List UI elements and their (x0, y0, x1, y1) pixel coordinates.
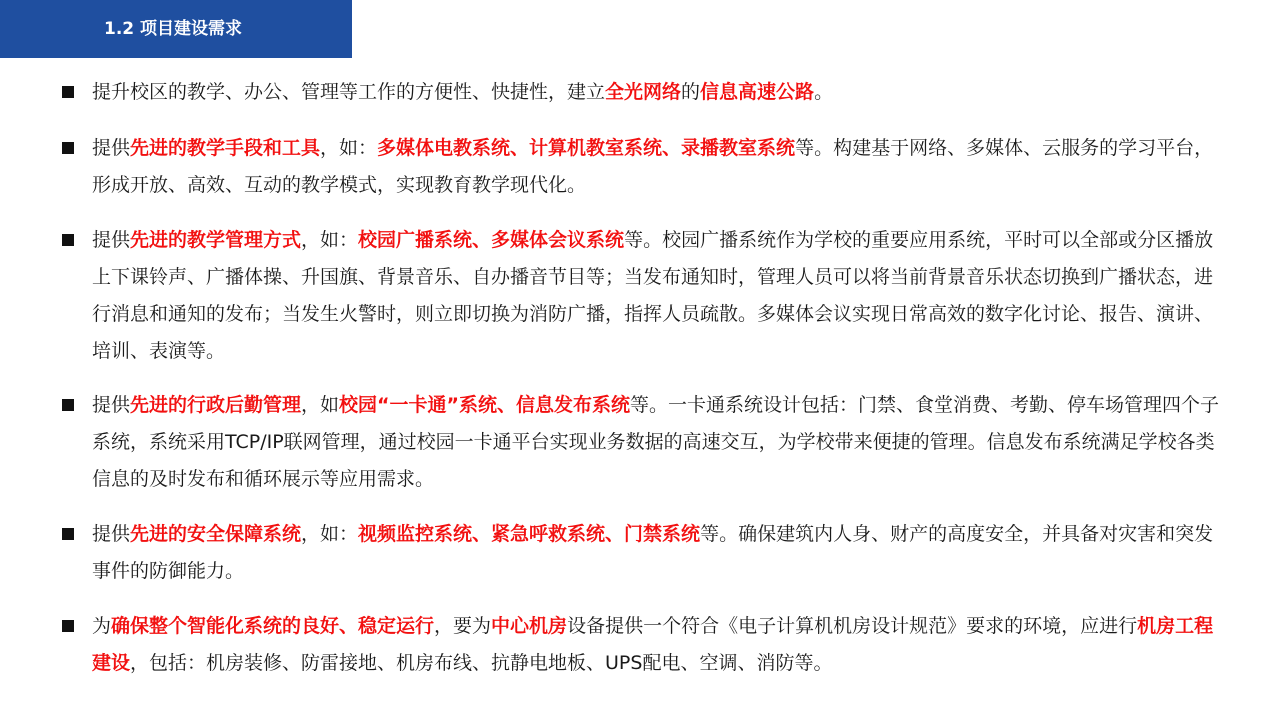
text-segment: 等。确保建筑内人身、财产的高度安全，并具备对灾害和突发事件的防御能力。 (92, 523, 1214, 582)
bullet-text (92, 523, 1213, 582)
highlight-segment: 全光网络 (605, 81, 682, 103)
square-bullet-icon (62, 234, 74, 246)
text-segment: 。 (814, 81, 834, 103)
highlight-segment: 多媒体电教系统、计算机教室系统、录播教室系统 (377, 137, 796, 159)
text-segment: 的 (681, 81, 701, 103)
bullet-text (92, 229, 1213, 362)
highlight-segment: 校园“一卡通”系统、信息发布系统 (339, 394, 631, 416)
text-segment: ，如 (301, 394, 340, 416)
text-segment: ，如： (320, 137, 378, 159)
text-segment: 提升校区的教学、办公、管理等工作的方便性、快捷性，建立 (92, 81, 606, 103)
section-title: 1.2 项目建设需求 (104, 19, 243, 39)
square-bullet-icon (62, 528, 74, 540)
bullet-text (92, 394, 1219, 490)
square-bullet-icon (62, 620, 74, 632)
text-segment: 等。校园广播系统作为学校的重要应用系统，平时可以全部或分区播放上下课铃声、广播体操、升国旗、背景音乐、自办播音节目等；当发布通知时，管理人员可以将当前背景音乐状态切换到广播状态，进行消息和通知的发布；当发生火警时，则立即切换为消防广播，指挥人员疏散。多媒体会议实现日常高效的数字化讨论、报告、演讲、培训、表演等。 (92, 229, 1214, 362)
text-segment: 等。构建基于网络、多媒体、云服务的学习平台，形成开放、高效、互动的教学模式，实现教育教学现代化。 (92, 137, 1214, 196)
highlight-segment: 先进的行政后勤管理 (130, 394, 302, 416)
highlight-segment: 中心机房 (491, 615, 568, 637)
highlight-segment: 确保整个智能化系统的良好、稳定运行 (111, 615, 435, 637)
text-segment: ，如： (301, 229, 359, 251)
list-item (60, 387, 1225, 498)
bullet-text (92, 81, 833, 103)
text-segment: 设备提供一个符合《电子计算机机房设计规范》要求的环境，应进行 (567, 615, 1138, 637)
highlight-segment: 视频监控系统、紧急呼救系统、门禁系统 (358, 523, 701, 545)
highlight-segment: 校园广播系统、多媒体会议系统 (358, 229, 625, 251)
highlight-segment: 先进的教学手段和工具 (130, 137, 321, 159)
text-segment: 等。一卡通系统设计包括：门禁、食堂消费、考勤、停车场管理四个子系统，系统采用TCP/IP联网管理，通过校园一卡通平台实现业务数据的高速交互，为学校带来便捷的管理。信息发布系统满足学校各类信息的及时发布和循环展示等应用需求。 (92, 394, 1220, 490)
list-item (60, 222, 1225, 370)
text-segment: ，包括：机房装修、防雷接地、机房布线、抗静电地板、UPS配电、空调、消防等。 (130, 652, 833, 674)
text-segment: ，要为 (434, 615, 492, 637)
text-segment: 为 (92, 615, 112, 637)
highlight-segment: 先进的教学管理方式 (130, 229, 302, 251)
highlight-segment: 机房工程建设 (92, 615, 1214, 674)
section-title-bar (0, 0, 352, 58)
requirements-list (60, 74, 1225, 682)
list-item (60, 74, 1225, 111)
text-segment: ，如： (301, 523, 359, 545)
text-segment: 提供 (92, 523, 131, 545)
list-item (60, 608, 1225, 682)
text-segment: 提供 (92, 137, 131, 159)
bullet-text (92, 615, 1213, 674)
list-item (60, 130, 1225, 204)
text-segment: 提供 (92, 394, 131, 416)
bullet-text (92, 137, 1213, 196)
square-bullet-icon (62, 142, 74, 154)
text-segment: 提供 (92, 229, 131, 251)
highlight-segment: 先进的安全保障系统 (130, 523, 302, 545)
square-bullet-icon (62, 399, 74, 411)
list-item (60, 516, 1225, 590)
highlight-segment: 信息高速公路 (700, 81, 815, 103)
square-bullet-icon (62, 86, 74, 98)
